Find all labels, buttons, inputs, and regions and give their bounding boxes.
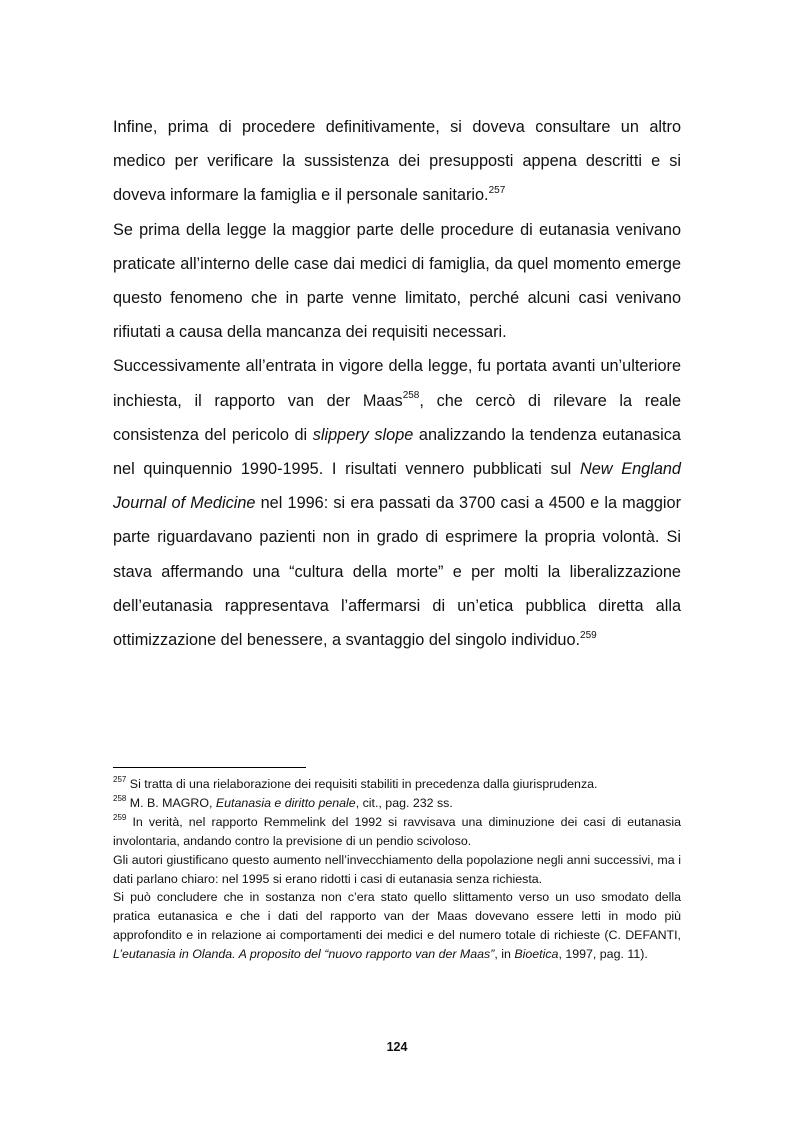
footnote-259: $^{259}$ In verità, nel rapporto Remmelink del 1992 si ravvisava una diminuzione dei casi di eutanasia involontaria, andando contro la previsione di un pendio scivoloso. — [113, 812, 681, 848]
footnote-number: 258 — [113, 793, 127, 803]
footnote-ref-257[interactable]: 257 — [488, 184, 506, 196]
footnote-number: 259 — [113, 812, 127, 822]
footnotes — [113, 775, 681, 964]
journal-title: New England Journal of Medicine — [113, 460, 681, 513]
footnote-separator — [113, 767, 306, 768]
footnote-ref-259[interactable]: 259 — [580, 629, 597, 641]
paragraph-2: Se prima della legge la maggior parte delle procedure di eutanasia venivano praticate all’interno delle case dai medici di famiglia, da quel momento emerge questo fenomeno che in parte venne limitato, perché alcuni casi venivano rifiutati a causa della mancanza dei requisiti necessari. — [113, 220, 681, 342]
footnote-259-conclusion: Si può concludere che in sostanza non c’era stato quello slittamento verso un uso smodato della pratica eutanasica e che i dati del rapporto van der Maas dovevano essere letti in modo più approfondito e in relazione ai comportamenti dei medici e del numero totale di richieste (C. DEFANTI, L’eutanasia in Olanda. A proposito del “nuovo rapporto van der Maas”, in Bioetica, 1997, pag. 11). — [113, 890, 681, 962]
footnote-ref-258[interactable]: 258 — [402, 390, 420, 402]
footnote-258: $^{258}$ M. B. MAGRO, Eutanasia e diritto penale, cit., pag. 232 ss. — [113, 793, 453, 810]
italic-term: slippery slope — [312, 425, 414, 444]
footnote-number: 257 — [113, 774, 127, 784]
paragraph-1: Infine, prima di procedere definitivamente, si doveva consultare un altro medico per verificare la sussistenza dei presupposti appena descritti e si doveva informare la famiglia e il personale sanitario.$^{257}$ — [113, 118, 681, 205]
footnote-257: $^{257}$ Si tratta di una rielaborazione dei requisiti stabiliti in precedenza dalla giurisprudenza. — [113, 774, 598, 791]
main-text — [113, 110, 681, 657]
footnote-259-continued: Gli autori giustificano questo aumento nell’invecchiamento della popolazione negli anni successivi, ma i dati parlano chiaro: nel 1995 si erano ridotti i casi di eutanasia senza richiesta. — [113, 852, 681, 886]
paragraph-3: Successivamente all’entrata in vigore della legge, fu portata avanti un’ulteriore inchiesta, il rapporto van der Maas$^{258}$, che cercò di rilevare la reale consistenza del pericolo di slippery slope analizzando la tendenza eutanasica nel quinquennio 1990-1995. I risultati vennero pubblicati sul New England Journal of Medicine nel 1996: si era passati da 3700 casi a 4500 e la maggior parte riguardavano pazienti non in grado di esprimere la propria volontà. Si stava affermando una “cultura della morte” e per molti la liberalizzazione dell’eutanasia rappresentava l’affermarsi di un’etica pubblica diretta alla ottimizzazione del benessere, a svantaggio del singolo individuo.$^{259}$ — [113, 357, 681, 650]
page-number: 124 — [386, 1040, 408, 1054]
